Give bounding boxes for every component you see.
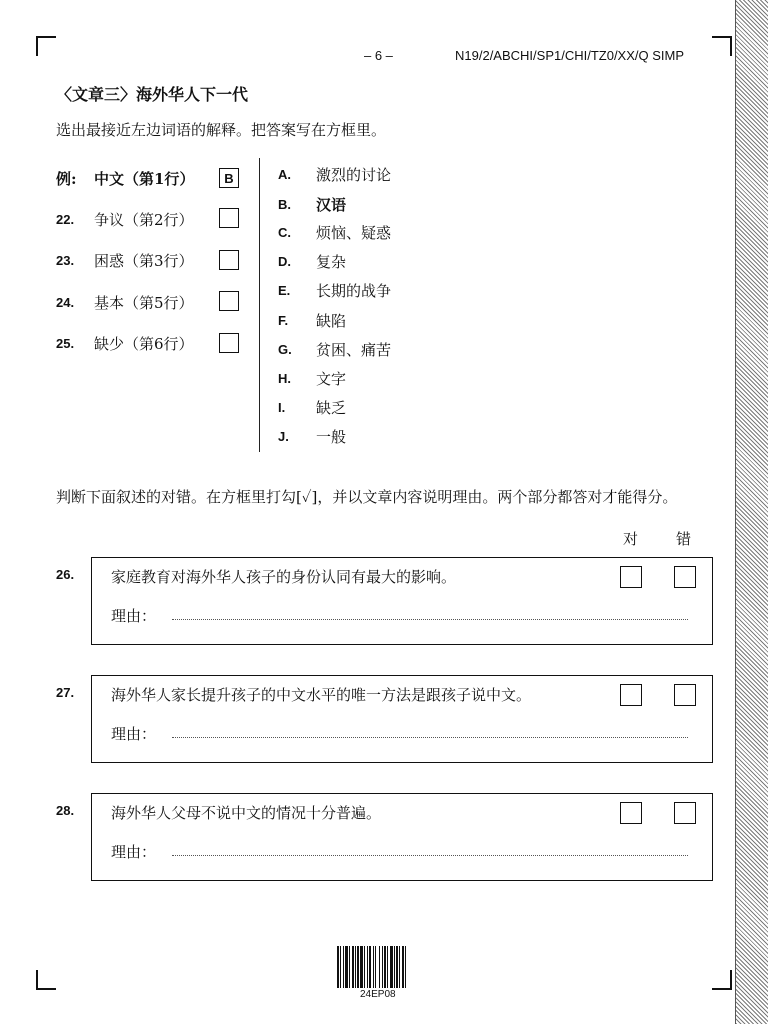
option-a	[278, 163, 391, 185]
question-word: 困惑（第3行）	[94, 251, 194, 270]
option-j	[278, 425, 346, 447]
false-checkbox-27[interactable]	[674, 684, 696, 706]
question-number: 22.	[56, 211, 75, 227]
true-column-header: 对	[623, 530, 639, 548]
document-code: N19/2/ABCHI/SP1/CHI/TZ0/XX/Q SIMP	[455, 48, 685, 63]
matching-instruction: 选出最接近左边词语的解释。把答案写在方框里。	[56, 121, 387, 139]
false-checkbox-26[interactable]	[674, 566, 696, 588]
question-row-22	[56, 207, 194, 231]
option-text: 缺陷	[316, 311, 347, 330]
true-checkbox-26[interactable]	[620, 566, 642, 588]
false-column-header: 错	[676, 530, 692, 548]
option-f	[278, 309, 346, 331]
option-text: 激烈的讨论	[316, 165, 392, 184]
option-letter: G.	[278, 341, 292, 357]
question-number: 23.	[56, 252, 75, 268]
example-row	[56, 166, 194, 190]
option-text: 汉语	[316, 195, 347, 214]
example-answer-box: B	[219, 168, 239, 188]
option-letter: A.	[278, 166, 291, 182]
option-letter: E.	[278, 282, 291, 298]
barcode-label: 24EP08	[360, 989, 396, 1000]
option-letter: C.	[278, 224, 291, 240]
statement-28: 海外华人父母不说中文的情况十分普遍。	[111, 804, 382, 822]
option-letter: J.	[278, 428, 289, 444]
statement-26: 家庭教育对海外华人孩子的身份认同有最大的影响。	[111, 568, 457, 586]
question-number: 24.	[56, 294, 75, 310]
reason-line-28[interactable]	[172, 855, 688, 856]
question-row-23	[56, 248, 194, 272]
question-word: 争议（第2行）	[94, 210, 194, 229]
corner-mark-top-left	[36, 36, 56, 56]
question-row-25	[56, 331, 194, 355]
question-number-26: 26.	[56, 567, 75, 582]
option-letter: H.	[278, 370, 291, 386]
option-text: 烦恼、疑惑	[316, 223, 392, 242]
hatched-margin	[735, 0, 768, 1024]
question-word: 基本（第5行）	[94, 293, 194, 312]
answer-box-24[interactable]	[219, 291, 239, 311]
option-text: 长期的战争	[316, 281, 392, 300]
option-letter: B.	[278, 196, 291, 212]
option-text: 复杂	[316, 252, 347, 271]
option-g	[278, 338, 391, 360]
reason-label-27: 理由：	[111, 725, 157, 743]
reason-line-26[interactable]	[172, 619, 688, 620]
option-letter: I.	[278, 399, 286, 415]
barcode-graphic	[337, 946, 433, 988]
corner-mark-top-right	[712, 36, 732, 56]
page-number: – 6 –	[364, 48, 393, 63]
true-false-instruction: 判断下面叙述的对错。在方框里打勾[✓]，并以文章内容说明理由。两个部分都答对才能得分。	[56, 488, 678, 506]
option-text: 一般	[316, 427, 347, 446]
question-number: 25.	[56, 335, 75, 351]
example-label: 例:	[56, 169, 77, 188]
corner-mark-bottom-left	[36, 970, 56, 990]
option-text: 文字	[316, 369, 347, 388]
option-i	[278, 396, 346, 418]
section-title: 〈文章三〉海外华人下一代	[56, 85, 249, 104]
option-d	[278, 250, 346, 272]
column-divider	[259, 158, 260, 452]
statement-27: 海外华人家长提升孩子的中文水平的唯一方法是跟孩子说中文。	[111, 686, 532, 704]
answer-box-23[interactable]	[219, 250, 239, 270]
true-checkbox-27[interactable]	[620, 684, 642, 706]
option-h	[278, 367, 346, 389]
option-c	[278, 221, 391, 243]
reason-line-27[interactable]	[172, 737, 688, 738]
question-number-28: 28.	[56, 803, 75, 818]
option-text: 缺乏	[316, 398, 347, 417]
reason-label-28: 理由：	[111, 843, 157, 861]
option-text: 贫困、痛苦	[316, 340, 392, 359]
corner-mark-bottom-right	[712, 970, 732, 990]
question-word: 缺少（第6行）	[94, 334, 194, 353]
question-row-24	[56, 290, 194, 314]
true-checkbox-28[interactable]	[620, 802, 642, 824]
option-letter: D.	[278, 253, 291, 269]
answer-box-22[interactable]	[219, 208, 239, 228]
option-letter: F.	[278, 312, 289, 328]
option-e	[278, 279, 391, 301]
option-b	[278, 193, 346, 215]
false-checkbox-28[interactable]	[674, 802, 696, 824]
answer-box-25[interactable]	[219, 333, 239, 353]
question-number-27: 27.	[56, 685, 75, 700]
example-word: 中文（第1行）	[94, 169, 195, 188]
reason-label-26: 理由：	[111, 607, 157, 625]
